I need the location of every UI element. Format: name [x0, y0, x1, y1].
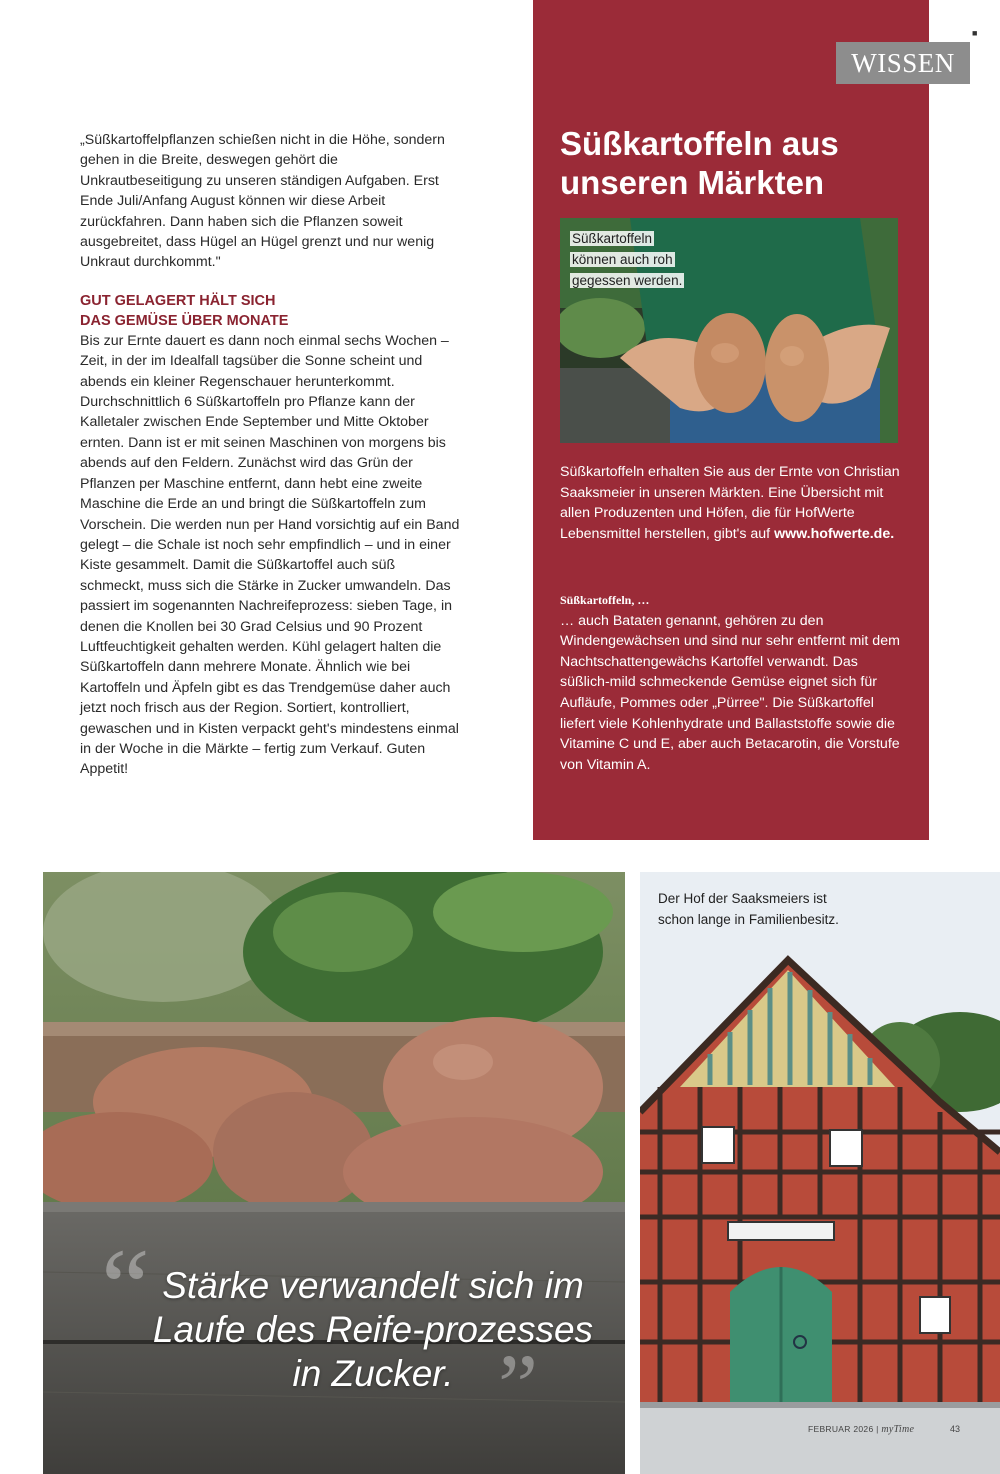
quote-paragraph: „Süßkartoffelpflanzen schießen nicht in die Höhe, sondern gehen in die Breite, deswegen gehört die Unkrautbeseitigung zu unseren ständigen Aufgaben. Erst Ende Juli/Anfang August können wir diese Arbeit zurückfahren. Dann haben sich die Pflanzen soweit ausgebreitet, dass Hügel an Hügel grenzt und nur wenig Unkraut durchkommt." [80, 132, 445, 271]
left-column [80, 130, 460, 780]
pull-quote: Stärke verwandelt sich im Laufe des Reife-prozesses in Zucker. [152, 1265, 594, 1394]
photo-caption-line-3: gegessen werden. [572, 273, 683, 288]
photo-caption-line-2: können auch roh [572, 252, 673, 267]
photo-sweet-potato-crate [43, 872, 625, 1474]
fact-heading: Süßkartoffeln, … [560, 593, 650, 607]
photo-caption [570, 228, 710, 291]
farmhouse-illustration [640, 872, 1000, 1474]
fact-text: … auch Bataten genannt, gehören zu den Windengewächsen und sind nur sehr entfernt mit dem Nachtschattengewächs Kartoffel verwandt. Das süßlich-mild schmeckende Gemüse eignet sich für Aufläufe, Pommes oder „Pürree". Die Süßkartoffel liefert viele Kohlenhydrate und Ballaststoffe sowie die Vitamine C und E, aber auch Betacarotin, die Vorstufe von Vitamin A. [560, 612, 900, 773]
website-link[interactable]: www.hofwerte.de. [774, 525, 895, 542]
subheading-line-2: DAS GEMÜSE ÜBER MONATE [80, 312, 289, 329]
body-text: Bis zur Ernte dauert es dann noch einmal sechs Wochen – Zeit, in der im Idealfall tagsüber die Sonne scheint und abends ein kleiner Regenschauer herunterkommt. Durchschnittlich 6 Süßkartoffeln pro Pflanze kann der Kalletaler zwischen Ende September und Mitte Oktober ernten. Dann ist er mit seinen Maschinen von morgens bis abends auf den Feldern. Zunächst wird das Grün der Pflanzen per Maschine entfernt, dann hebt eine zweite Maschine die Erde an und bringt die Süßkartoffeln zum Vorschein. Die werden nun per Hand vorsichtig auf ein Band gelegt – die Schale ist noch sehr empfindlich – und in einer Kiste gesammelt. Damit die Süßkartoffel auch süß schmeckt, muss sich die Stärke in Zucker umwandeln. Das passiert im sogenannten Nachreifeprozess: sieben Tage, in denen die Knollen bei 30 Grad Celsius und 90 Prozent Luftfeuchtigkeit gehalten werden. Kühl gelagert halten die Süßkartoffeln dann mehrere Monate. Ähnlich wie bei Kartoffeln und Äpfeln gibt es das Trendgemüse daher auch jetzt noch frisch aus der Region. Sortiert, kontrolliert, gewaschen und in Kisten verpackt geht's mindestens einmal in der Woche in die Märkte – fertig zum Verkauf. Guten Appetit! [80, 332, 460, 778]
open-quote-icon: “ [101, 1226, 150, 1348]
photo-caption-line-1: Süßkartoffeln [572, 231, 653, 246]
box-title-line-1: Süßkartoffeln aus [560, 125, 839, 162]
photo-hands-sweet-potatoes [560, 218, 898, 443]
box-title-line-2: unseren Märkten [560, 164, 825, 201]
page-footer [808, 1424, 914, 1435]
section-tag: WISSEN [836, 42, 970, 84]
photo-farmhouse [640, 872, 1000, 1474]
farm-caption: Der Hof der Saaksmeiers ist schon lange in Familienbesitz. [658, 891, 839, 927]
box-title [560, 124, 920, 202]
fact-block [560, 590, 910, 775]
intro-block [560, 462, 910, 544]
corner-mark: ■ [972, 28, 978, 38]
info-box [533, 0, 929, 840]
intro-text: Süßkartoffeln erhalten Sie aus der Ernte von Christian Saaksmeier in unseren Märkten. Eine Übersicht mit allen Produzenten und Höfen, die für HofWerte Lebensmittel herstellen, gibt's auf [560, 464, 900, 542]
footer-issue: FEBRUAR 2026 | [808, 1424, 879, 1434]
page-number: 43 [950, 1424, 961, 1434]
close-quote-icon: ” [498, 1337, 538, 1436]
subheading-line-1: GUT GELAGERT HÄLT SICH [80, 292, 276, 309]
magazine-logo: myTime [881, 1424, 915, 1435]
